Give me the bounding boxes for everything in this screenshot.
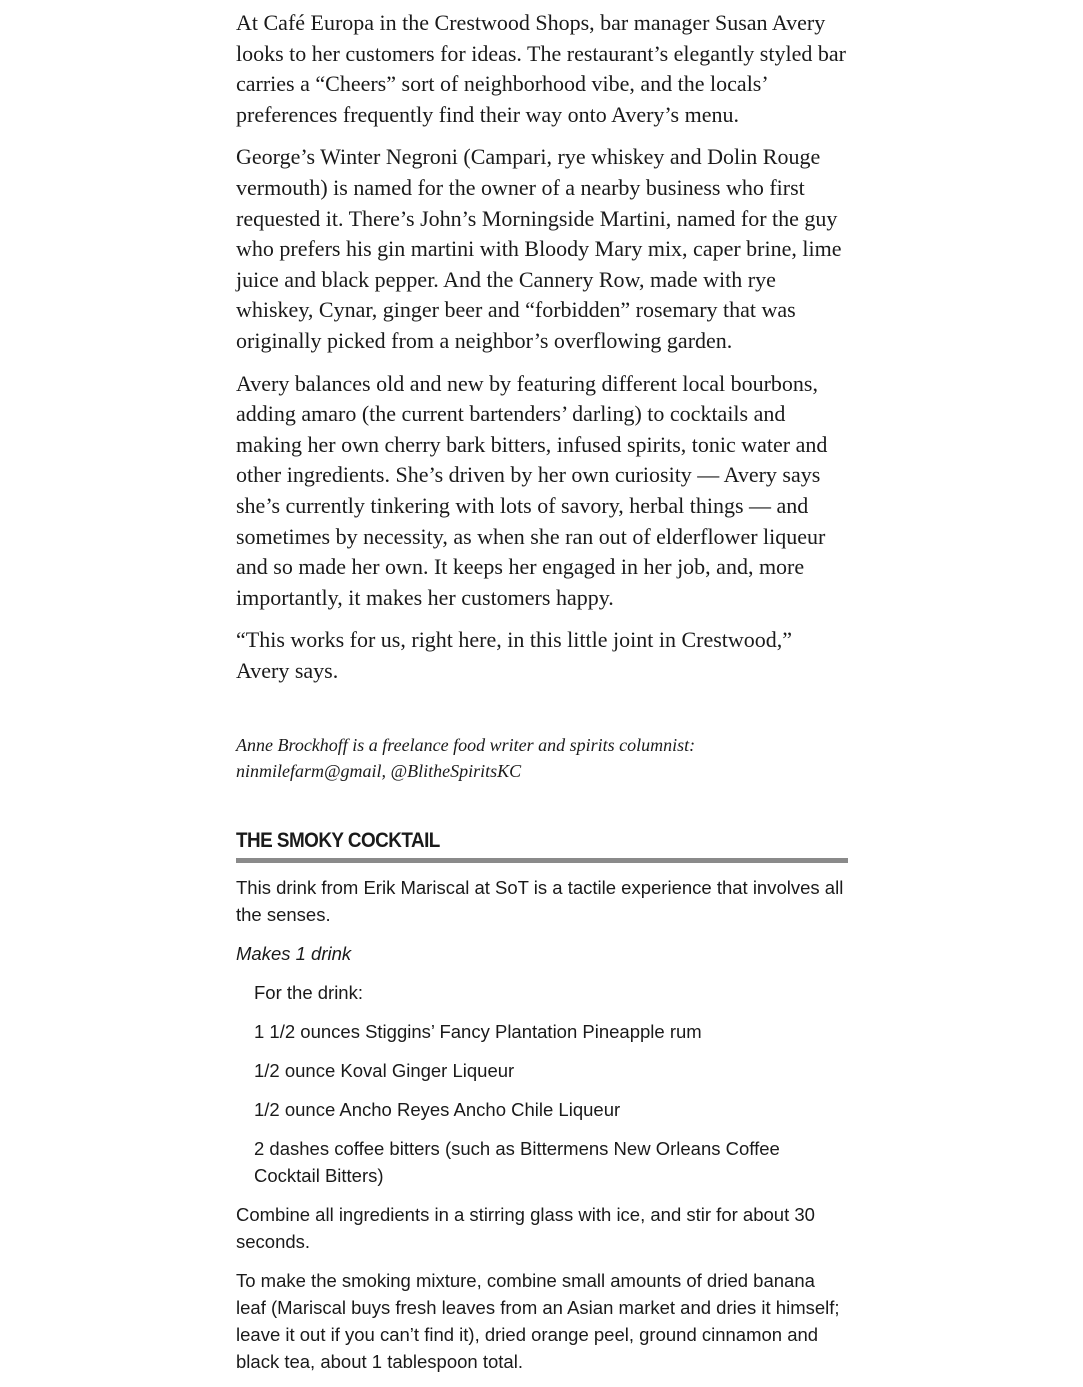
byline-description: Anne Brockhoff is a freelance food writer and spirits columnist: [236, 735, 696, 755]
article-body [236, 8, 848, 698]
recipe-header [236, 826, 848, 856]
recipe-body [236, 874, 848, 1387]
byline-contact: ninmilefarm@gmail, @BlitheSpiritsKC [236, 761, 522, 781]
author-byline [236, 732, 848, 784]
article-paragraph: At Café Europa in the Crestwood Shops, bar manager Susan Avery looks to her customers for ideas. The restaurant’s elegantly styled bar carries a “Cheers” sort of neighborhood vibe, and the locals’ preferences frequently find their way onto Avery’s menu. [236, 10, 846, 127]
ingredient-item: 1 1/2 ounces Stiggins’ Fancy Plantation Pineapple rum [254, 1021, 702, 1042]
ingredient-item: 1/2 ounce Koval Ginger Liqueur [254, 1060, 515, 1081]
recipe-step: Combine all ingredients in a stirring glass with ice, and stir for about 30 seconds. [236, 1204, 815, 1252]
recipe-step: To make the smoking mixture, combine small amounts of dried banana leaf (Mariscal buys fresh leaves from an Asian market and dries it himself; leave it out if you can’t find it), dried orange peel, ground cinnamon and black tea, about 1 tablespoon total. [236, 1270, 840, 1372]
ingredient-item: 1/2 ounce Ancho Reyes Ancho Chile Liqueur [254, 1099, 621, 1120]
ingredient-item: 2 dashes coffee bitters (such as Bittermens New Orleans Coffee Cocktail Bitters) [254, 1138, 780, 1186]
recipe-title: THE SMOKY COCKTAIL [236, 829, 440, 852]
ingredient-list [236, 979, 848, 1189]
ingredient-item: For the drink: [254, 982, 363, 1003]
recipe-intro: This drink from Erik Mariscal at SoT is a tactile experience that involves all the senses. [236, 877, 844, 925]
article-paragraph: George’s Winter Negroni (Campari, rye whiskey and Dolin Rouge vermouth) is named for the owner of a nearby business who first requested it. There’s John’s Morningside Martini, named for the guy who prefers his gin martini with Bloody Mary mix, caper brine, lime juice and black pepper. And the Cannery Row, made with rye whiskey, Cynar, ginger beer and “forbidden” rosemary that was originally picked from a neighbor’s overflowing garden. [236, 144, 842, 353]
recipe-title-rule [236, 858, 848, 863]
article-paragraph: Avery balances old and new by featuring different local bourbons, adding amaro (the current bartenders’ darling) to cocktails and making her own cherry bark bitters, infused spirits, tonic water and other ingredients. She’s driven by her own curiosity — Avery says she’s currently tinkering with lots of savory, herbal things — and sometimes by necessity, as when she ran out of elderflower liqueur and so made her own. It keeps her engaged in her job, and, more importantly, it makes her customers happy. [236, 370, 828, 610]
recipe-yield: Makes 1 drink [236, 943, 352, 964]
article-paragraph: “This works for us, right here, in this little joint in Crestwood,” Avery says. [236, 627, 793, 683]
